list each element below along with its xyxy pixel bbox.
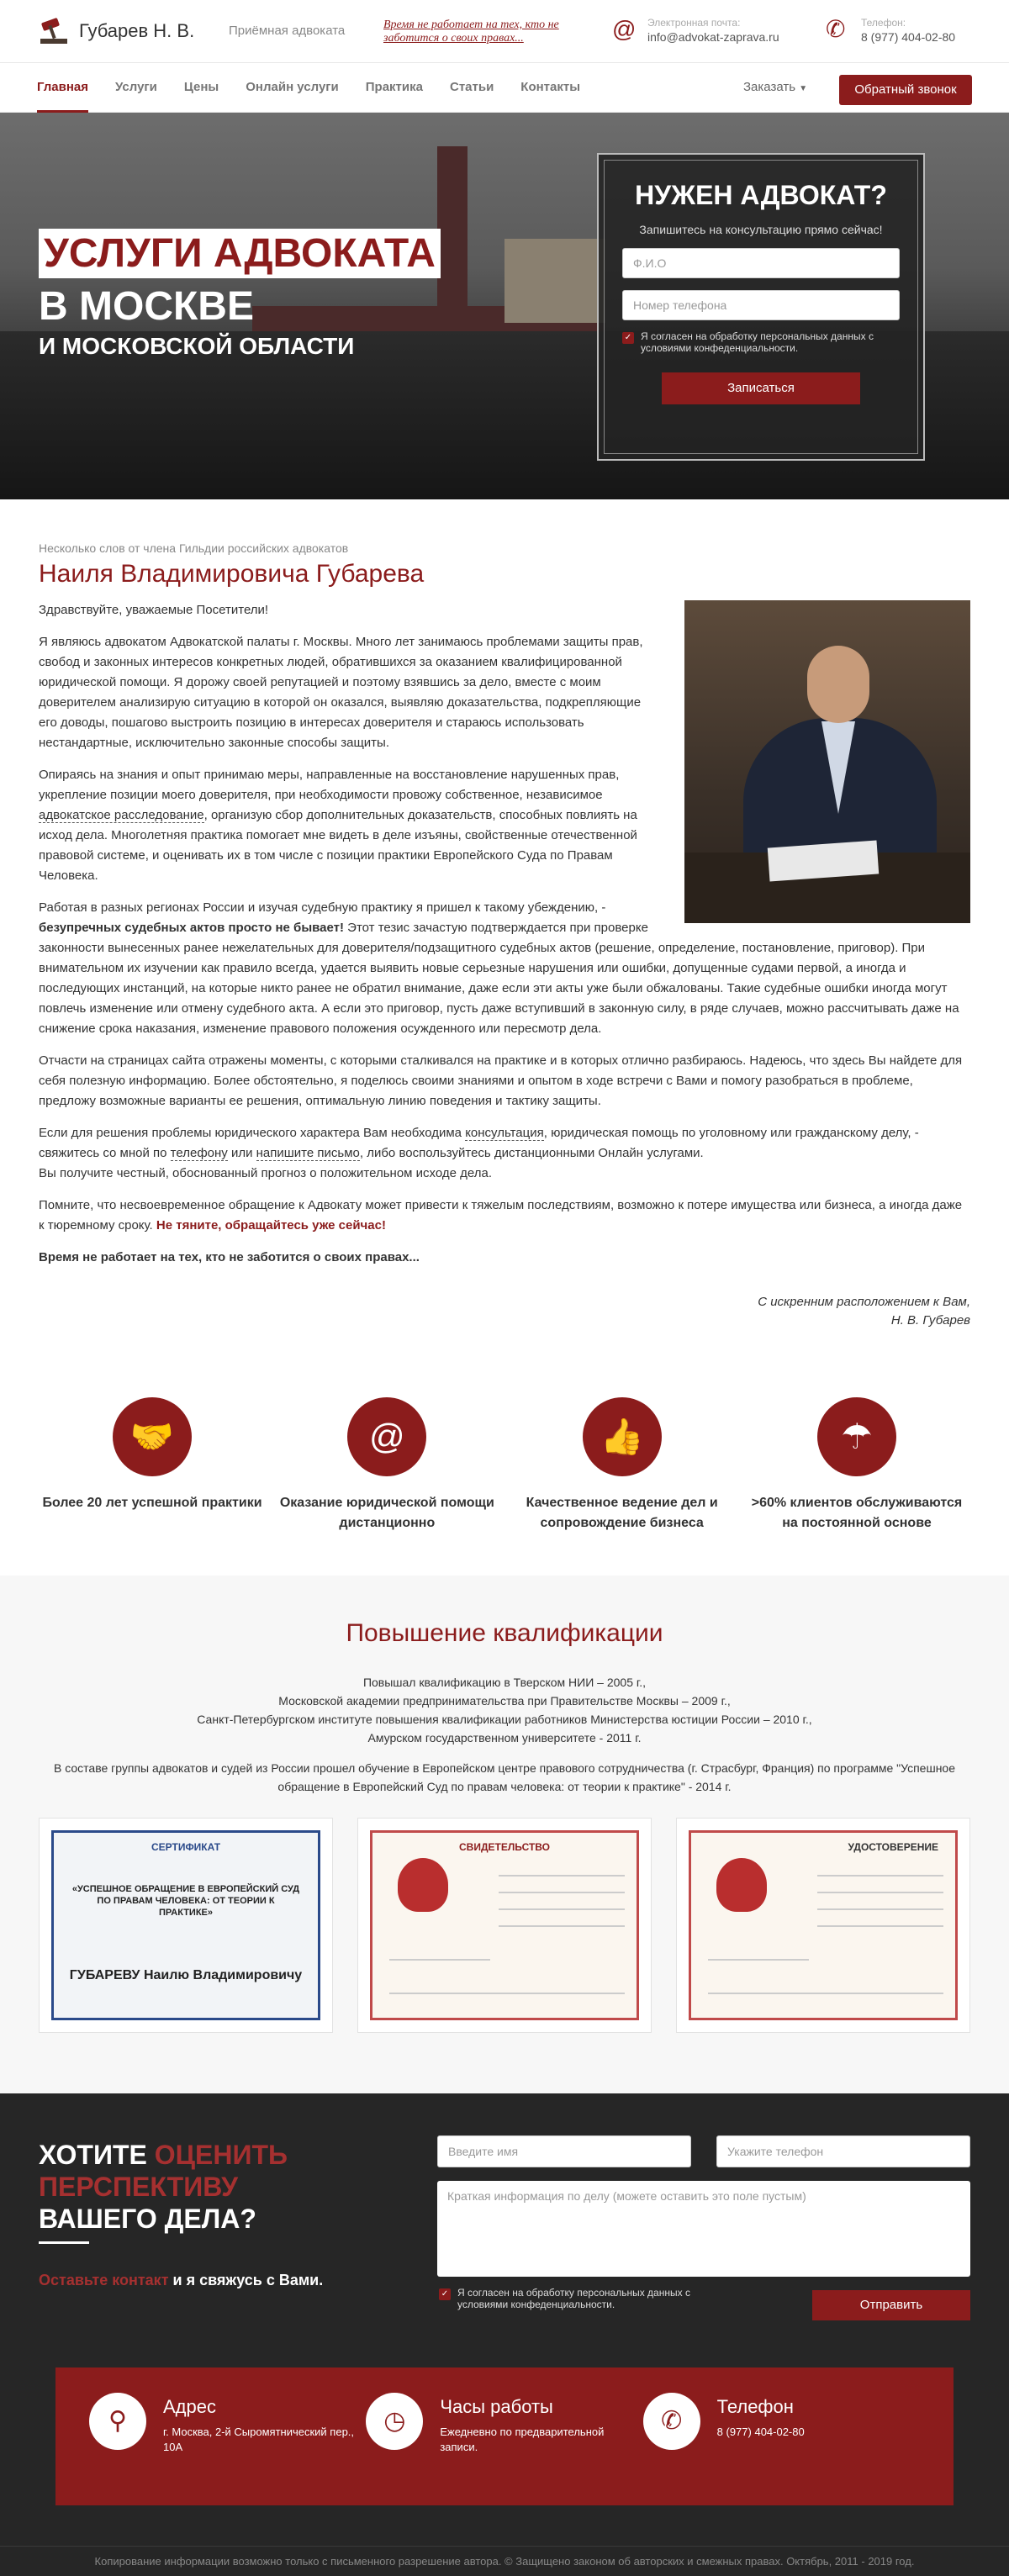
phone-input[interactable]: Номер телефона [622, 290, 900, 320]
heading-accent: ОЦЕНИТЬ ПЕРСПЕКТИВУ [39, 2140, 288, 2202]
chevron-down-icon: ▼ [799, 84, 808, 93]
consent-checkbox[interactable]: ✓ [439, 2288, 451, 2300]
form-title: НУЖЕН АДВОКАТ? [635, 180, 887, 210]
subtitle-text: и я свяжусь с Вами. [168, 2272, 324, 2288]
submit-button[interactable]: Записаться [662, 372, 860, 404]
hero-title-line-2: В МОСКВЕ [39, 284, 254, 329]
consent-checkbox[interactable]: ✓ [622, 332, 634, 344]
about-title: Наиля Владимировича Губарева [39, 560, 425, 588]
contact-info-bar [55, 2367, 954, 2505]
nav-home[interactable]: Главная [37, 62, 88, 113]
qualification-list [39, 1673, 970, 1747]
nav-articles[interactable]: Статьи [449, 80, 494, 94]
feature-text: Оказание юридической помощи дистанционно [279, 1496, 494, 1530]
about-section [0, 499, 1009, 1330]
text-line [817, 1892, 943, 1893]
info-hours [366, 2393, 642, 2480]
text-line [499, 1892, 625, 1893]
certificate-name: ГУБАРЕВУ Наилю Владимировичу [69, 1968, 303, 1982]
qualification-strasbourg: В составе группы адвокатов и судей из России прошел обучение в Европейском центре правового сотрудничества (г. Страсбург, Франция) по программе "Успешное обращение в Европейский Суд по правам человека: от теории к практике" - 2014 г. [53, 1761, 956, 1793]
about-paragraph-5 [39, 1123, 970, 1184]
text-line [708, 1959, 809, 1961]
feature-text: Качественное ведение дел и сопровождение бизнеса [526, 1496, 718, 1530]
site-name: Губарев Н. В. [79, 20, 195, 41]
contact-section [0, 2093, 1009, 2546]
certificate-title: «УСПЕШНОЕ ОБРАЩЕНИЕ В ЕВРОПЕЙСКИЙ СУД ПО ПРАВАМ ЧЕЛОВЕКА: ОТ ТЕОРИИ К ПРАКТИКЕ» [71, 1884, 300, 1918]
info-value: Ежедневно по предварительной записи. [440, 2426, 605, 2453]
text-line [817, 1908, 943, 1910]
consent-text: Я согласен на обработку персональных данных с условиями конфеденциальности. [641, 330, 874, 354]
site-subtitle: Приёмная адвоката [229, 24, 346, 38]
text: Работая в разных регионах России и изучая судебную практику я пришел к такому убеждению, - [39, 900, 606, 915]
feature-text: Более 20 лет успешной практики [42, 1496, 262, 1510]
photo-head [807, 646, 869, 723]
nav-contacts[interactable]: Контакты [520, 80, 581, 94]
phone-icon: ✆ [826, 16, 846, 42]
text: , юридическая помощь по уголовному или гражданскому делу, - свяжитесь со мной по [39, 1126, 919, 1160]
text-line [817, 1875, 943, 1877]
text: или [227, 1146, 256, 1160]
hero-title-line-1: УСЛУГИ АДВОКАТА [39, 229, 441, 278]
text-line [499, 1908, 625, 1910]
text: Если для решения проблемы юридического характера Вам необходима [39, 1126, 466, 1140]
map-pin-icon: ⚲ [89, 2393, 146, 2450]
feature-clients [743, 1397, 970, 1533]
qualification-line: Санкт-Петербургском институте повышения квалификации работников Министерства юстиции России – 2010 г., [197, 1713, 812, 1726]
phone-link[interactable]: 8 (977) 404-02-80 [861, 30, 956, 44]
nav-online[interactable]: Онлайн услуги [246, 80, 339, 94]
phone-label: Телефон: [861, 17, 906, 29]
consultation-link[interactable]: консультация [465, 1126, 544, 1140]
consent-text: Я согласен на обработку персональных данных с условиями конфеденциальности. [457, 2287, 690, 2310]
feature-text: >60% клиентов обслуживаются на постоянной основе [751, 1496, 963, 1530]
email-link[interactable]: info@advokat-zaprava.ru [647, 30, 779, 44]
text-line [389, 1993, 625, 1994]
about-paragraph-6 [39, 1196, 970, 1236]
send-button[interactable]: Отправить [812, 2290, 970, 2320]
text: Вы получите честный, обоснованный прогноз о положительном исходе дела. [39, 1166, 492, 1180]
emblem-icon [716, 1858, 767, 1912]
certificate-image [689, 1830, 958, 2020]
thumbs-up-icon: 👍 [583, 1397, 662, 1476]
cta-subtitle [39, 2272, 323, 2289]
text-line [708, 1993, 943, 1994]
signature [39, 1293, 970, 1330]
umbrella-icon: ☂ [817, 1397, 896, 1476]
feature-experience [39, 1397, 266, 1533]
info-address [89, 2393, 366, 2480]
certificate-image [370, 1830, 639, 2020]
qualification-title: Повышение квалификации [346, 1619, 663, 1647]
qualification-section [0, 1576, 1009, 2093]
cathedral [504, 239, 605, 323]
text: , либо воспользуйтесь дистанционными Онлайн услугами. [359, 1146, 704, 1160]
qualification-line: Повышал квалификацию в Тверском НИИ – 2005 г., [362, 1676, 647, 1689]
info-value[interactable]: 8 (977) 404-02-80 [716, 2426, 805, 2438]
hero-banner [0, 113, 1009, 499]
order-dropdown[interactable] [743, 80, 807, 94]
info-title: Адрес [163, 2396, 216, 2417]
logo[interactable] [37, 17, 194, 45]
footer: Копирование информации возможно только с письменного разрешение автора. © Защищено законом об авторских и смежных правах. Октябрь, 2011 - 2019 год. [0, 2546, 1009, 2576]
hero-title [39, 229, 441, 360]
certificates [39, 1818, 970, 2033]
info-phone [643, 2393, 920, 2480]
phone-text-link[interactable]: телефону [170, 1146, 228, 1160]
nav-services[interactable]: Услуги [115, 80, 157, 94]
case-info-textarea[interactable]: Краткая информация по делу (можете оставить это поле пустым) [437, 2181, 970, 2277]
info-value: г. Москва, 2-й Сыромятнический пер., 10А [163, 2426, 355, 2453]
info-title: Телефон [716, 2396, 794, 2417]
certificate-image [51, 1830, 320, 2020]
text: Помните, что несвоевременное обращение к Адвокату может привести к тяжелым последствиям, возможно к потере имущества или бизнеса, а иногда даже к тюремному сроку. [39, 1198, 963, 1233]
text-line [817, 1925, 943, 1927]
certificate-label: СЕРТИФИКАТ [151, 1841, 221, 1853]
text-line [389, 1959, 490, 1961]
form-subtitle: Запишитесь на консультацию прямо сейчас! [639, 223, 883, 236]
top-bar [0, 0, 1009, 62]
about-kicker: Несколько слов от члена Гильдии российских адвокатов [39, 541, 349, 555]
order-label: Заказать [743, 80, 796, 94]
lawyer-photo [684, 600, 970, 923]
consultation-form [597, 153, 925, 461]
consent-row [439, 2287, 716, 2310]
certificate-label: УДОСТОВЕРЕНИЕ [848, 1841, 938, 1853]
emphasis: Не тяните, обращайтесь уже сейчас! [156, 1218, 386, 1233]
about-paragraph-1: Я являюсь адвокатом Адвокатской палаты г. Москвы. Много лет занимаюсь проблемами защиты прав, свобод и законных интересов конкретных людей, обратившихся за оказанием квалифицированной юридической помощи. Я дорожу своей репутацией и поэтому взявшись за дело, вместе с моим доверителем анализирую ситуацию в которой он оказался, выявляю доказательства, подкрепляющие его доводы, пошагово выстроить позицию в интересах доверителя и стараюсь использовать нестандартные, исключительно законные способы защиты. [39, 635, 643, 750]
investigation-link[interactable]: адвокатское расследование [39, 808, 204, 822]
certificate-svidetelstvo[interactable] [357, 1818, 652, 2033]
text-line [499, 1925, 625, 1927]
qualification-line: Московской академии предпринимательства при Правительстве Москвы – 2009 г., [278, 1694, 731, 1708]
subtitle-accent: Оставьте контакт [39, 2272, 169, 2288]
features-row [0, 1330, 1009, 1576]
nav-prices[interactable]: Цены [183, 80, 219, 94]
fio-input[interactable]: Ф.И.О [622, 248, 900, 278]
signature-line-2: Н. В. Губарев [890, 1313, 970, 1328]
certificate-label: СВИДЕТЕЛЬСТВО [459, 1841, 550, 1853]
consent-row [622, 330, 900, 354]
divider [39, 2241, 89, 2244]
signature-line-1: С искренним расположением к Вам, [758, 1295, 970, 1309]
callback-button[interactable]: Обратный звонок [839, 75, 972, 105]
certificate-udostoverenie[interactable] [676, 1818, 970, 2033]
feature-remote [273, 1397, 500, 1533]
feature-quality [509, 1397, 736, 1533]
write-letter-link[interactable]: напишите письмо [256, 1146, 360, 1160]
qualification-line: Амурском государственном университете - 2011 г. [367, 1731, 642, 1745]
phone-block [826, 17, 955, 44]
header-slogan: Время не работает на тех, кто не заботится о своих правах... [383, 18, 559, 45]
email-label: Электронная почта: [647, 17, 741, 29]
clock-icon: ◷ [366, 2393, 423, 2450]
phone-icon: ✆ [643, 2393, 700, 2450]
emblem-icon [398, 1858, 448, 1912]
greeting: Здравствуйте, уважаемые Посетители! [39, 603, 269, 617]
text: Этот тезис зачастую подтверждается при проверке законности вынесенных ранее нежелательных для доверителя/подзащитного судебных актов (решение, определение, постановление, приговор). При внимательном их изучении как правило всегда, удается выявить новые серьезные нарушения или ошибки, допущенные судами первой, а иногда и последующих инстанций, на которые никто ранее не обратил внимание, даже если эти акты уже были обжалованы. Такие судебные ошибки иногда могут повлечь изменение или отмену судебного акта. А если это приговор, пусть даже вступивший в законную силу, в ряде случаев, можно рассчитывать даже на снижение срока наказания, изменение правового положения осужденного или пересмотр дела. [39, 921, 959, 1036]
email-block [612, 17, 779, 44]
text-line [499, 1875, 625, 1877]
cta-heading [39, 2139, 291, 2235]
handshake-icon: 🤝 [113, 1397, 192, 1476]
nav-practice[interactable]: Практика [365, 80, 423, 94]
about-slogan: Время не работает на тех, кто не заботится о своих правах... [39, 1250, 420, 1264]
name-input[interactable]: Введите имя [437, 2135, 691, 2167]
phone-input[interactable]: Укажите телефон [716, 2135, 970, 2167]
text: Опираясь на знания и опыт принимаю меры, направленные на восстановление нарушенных прав, укрепление позиции моего доверителя, при необходимости провожу собственное, независимое [39, 768, 620, 802]
main-nav [0, 62, 1009, 113]
info-title: Часы работы [440, 2396, 553, 2417]
text: , организую сбор дополнительных доказательств, способных повлиять на исход дела. Многолетняя практика помогает мне видеть в деле изъяны, свойственные отечественной правовой системе, и оценивать их в том числе с позиции практики Европейского Суда по Правам Человека. [39, 808, 637, 883]
at-icon: @ [612, 16, 637, 42]
heading-part: ХОТИТЕ [39, 2140, 155, 2170]
at-icon: @ [347, 1397, 426, 1476]
emphasis: безупречных судебных актов просто не бывает! [39, 921, 344, 935]
about-paragraph-4: Отчасти на страницах сайта отражены моменты, с которыми сталкивался на практике и в которых отлично разбираюсь. Надеюсь, что здесь Вы найдете для себя полезную информацию. Более обстоятельно, я поделюсь своими знаниями и опытом в ходе встречи с Вами и помогу разобраться в проблеме, предложу возможные варианты ее решения, оптимальную линию поведения и тактику защиты. [39, 1053, 963, 1108]
hero-title-line-3: И МОСКОВСКОЙ ОБЛАСТИ [39, 333, 355, 359]
gavel-icon [37, 17, 71, 45]
heading-part: ВАШЕГО ДЕЛА? [39, 2204, 256, 2234]
certificate-echr[interactable] [39, 1818, 333, 2033]
